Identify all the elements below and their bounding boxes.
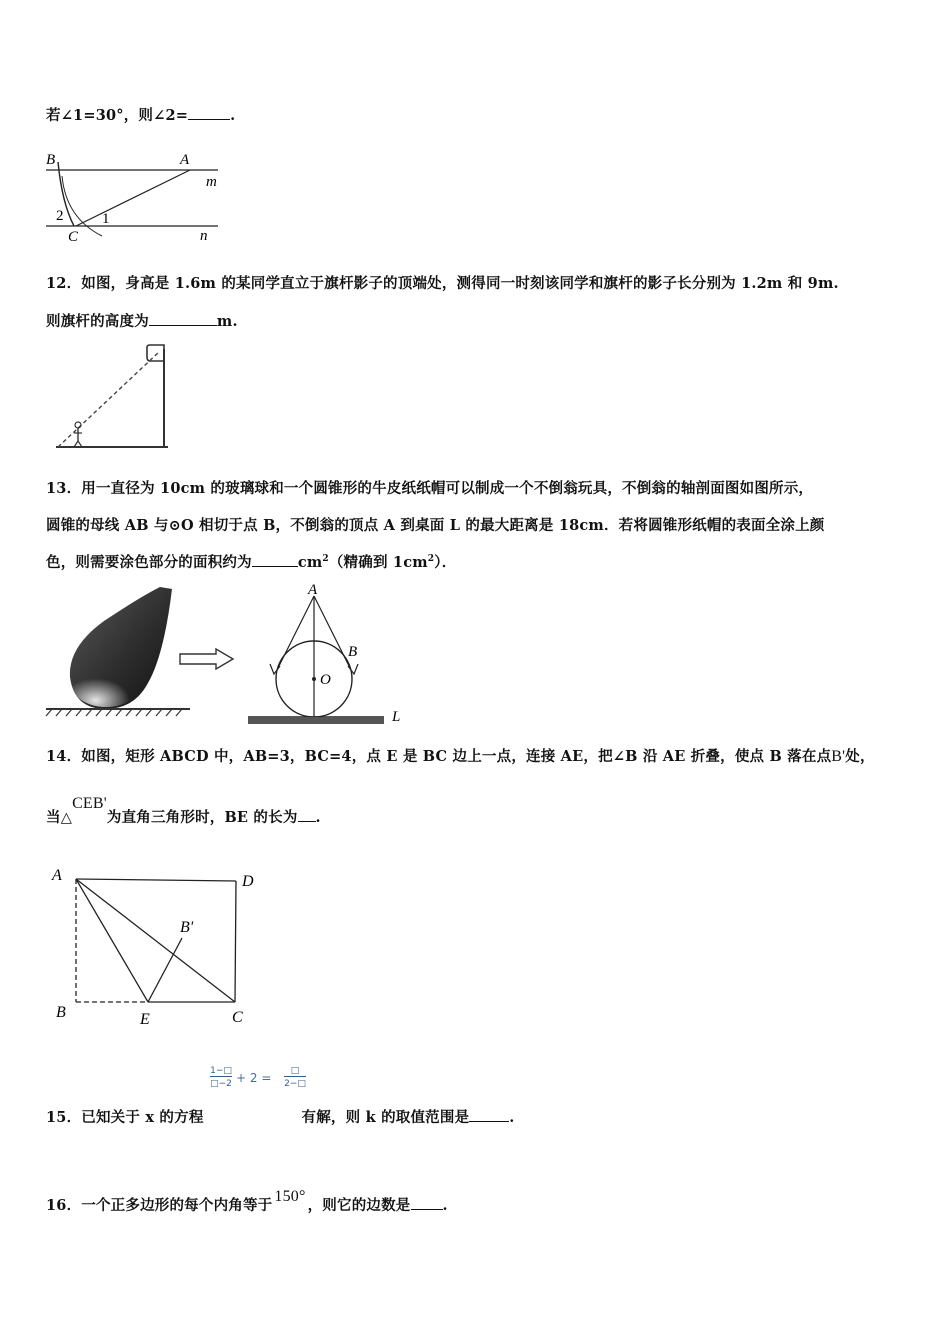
side-dc xyxy=(235,881,236,1002)
arc xyxy=(62,176,102,236)
label-o: O xyxy=(320,672,331,688)
diagonal-ac xyxy=(76,879,235,1002)
q11-figure xyxy=(40,148,230,243)
side-ad xyxy=(76,879,236,881)
label-angle-1: 1 xyxy=(102,211,110,227)
answer-blank xyxy=(188,107,230,120)
fraction1-numerator: 1−□ xyxy=(210,1066,232,1076)
answer-blank xyxy=(149,313,217,326)
label-l: L xyxy=(392,709,401,724)
arrow-icon xyxy=(178,648,236,670)
label-a: A xyxy=(308,582,318,598)
q11-text: 若∠1=30°，则∠2= . xyxy=(46,107,236,124)
label-c: C xyxy=(68,229,79,243)
q12-line1: 12．如图，身高是 1.6m 的某同学直立于旗杆影子的顶端处，测得同一时刻该同学和旗杆的影子长分别为 1.2m 和 9m. xyxy=(46,275,839,292)
label-b: B xyxy=(56,1004,66,1021)
center-o xyxy=(312,677,316,681)
generatrix-ab xyxy=(314,596,351,670)
label-e: E xyxy=(140,1011,150,1028)
q14-line2: 当△CEB'为直角三角形时，BE 的长为 . xyxy=(46,795,321,826)
label-d: D xyxy=(242,873,254,890)
tumbler-photo xyxy=(44,585,192,717)
q13-line3: 色，则需要涂色部分的面积约为 $cm^2$（精确到 $1cm^2$）． xyxy=(46,554,457,571)
label-m: m xyxy=(206,174,217,190)
label-b: B xyxy=(348,644,358,660)
q12-line2: 则旗杆的高度为 m. xyxy=(46,313,238,330)
label-angle-2: 2 xyxy=(56,208,64,224)
segment-ae xyxy=(76,879,148,1002)
sun-ray xyxy=(58,351,160,447)
triangle-ceb-prime: CEB' xyxy=(72,795,107,812)
angle-150: 150° xyxy=(274,1188,306,1205)
answer-blank xyxy=(411,1197,443,1210)
q13-line1: 13．用一直径为 10cm 的玻璃球和一个圆锥形的牛皮纸纸帽可以制成一个不倒翁玩具，不倒翁的轴剖面图如图所示， xyxy=(46,480,814,497)
label-a: A xyxy=(52,867,62,884)
q16-text: 16．一个正多边形的每个内角等于150°，则它的边数是 . xyxy=(46,1188,448,1214)
label-a: A xyxy=(180,152,190,168)
plus-two-equals: + 2 = xyxy=(236,1071,272,1085)
q13-line2: 圆锥的母线 AB 与⊙O 相切于点 B，不倒翁的顶点 A 到桌面 L 的最大距离是 18cm．若将圆锥形纸帽的表面全涂上颜 xyxy=(46,517,825,534)
fraction1-denominator: □−2 xyxy=(210,1079,232,1089)
fraction2-numerator: □ xyxy=(284,1066,306,1077)
q15-text: 15．已知关于 x 的方程 有解，则 k 的取值范围是 . xyxy=(46,1109,515,1126)
segment-ca xyxy=(76,170,190,226)
q15-equation xyxy=(210,1066,314,1094)
label-b: B xyxy=(46,152,56,168)
answer-blank xyxy=(469,1109,509,1122)
q11-statement: 若∠1=30°，则∠2= xyxy=(46,107,189,124)
answer-blank xyxy=(252,554,298,567)
q12-figure xyxy=(52,343,172,453)
fraction2-denominator: 2−□ xyxy=(284,1079,306,1089)
answer-blank xyxy=(298,809,316,822)
flag xyxy=(147,345,164,361)
q13-diagram xyxy=(244,582,409,724)
table-hatch xyxy=(248,717,384,724)
label-n: n xyxy=(200,228,208,243)
label-c: C xyxy=(232,1009,243,1026)
label-b-prime: B' xyxy=(180,919,194,936)
q14-figure xyxy=(46,862,266,1032)
generatrix-left xyxy=(277,596,314,670)
table-hatch xyxy=(46,709,182,716)
point-b-prime: B' xyxy=(831,748,846,765)
q14-line1: 14．如图，矩形 ABCD 中，AB=3，BC=4，点 E 是 BC 边上一点，连接 AE，把∠B 沿 AE 折叠，使点 B 落在点B'处， xyxy=(46,748,875,765)
person-head xyxy=(75,422,81,428)
